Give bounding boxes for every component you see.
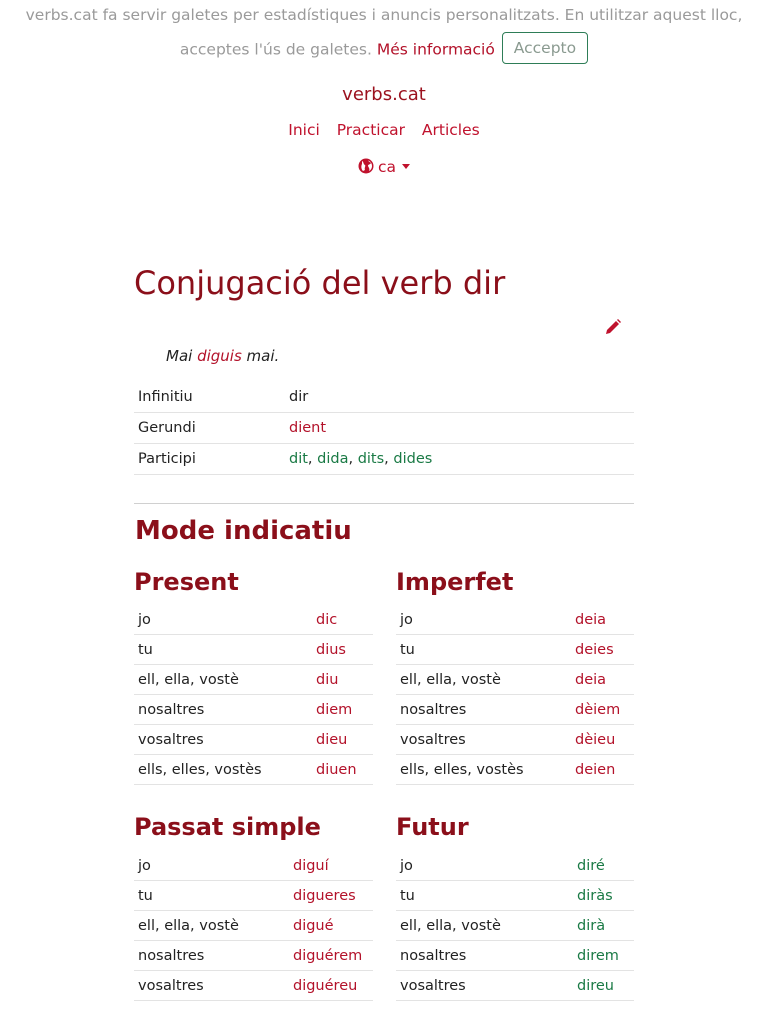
person-label: vosaltres	[134, 725, 312, 755]
conjugated-form: deia	[571, 665, 634, 695]
example-quote	[166, 347, 279, 365]
table-row	[396, 911, 634, 941]
person-label: vosaltres	[396, 971, 573, 1001]
form-label: Infinitiu	[134, 382, 285, 413]
conjugated-form: diu	[312, 665, 373, 695]
person-label: vosaltres	[134, 971, 289, 1001]
main-nav	[0, 121, 768, 139]
conjugated-form: deien	[571, 755, 634, 785]
person-label: tu	[134, 881, 289, 911]
table-row	[396, 725, 634, 755]
nav-item-inici[interactable]: Inici	[288, 121, 320, 139]
form-value: dit, dida, dits, dides	[285, 444, 634, 475]
person-label: ell, ella, vostè	[396, 665, 571, 695]
table-row	[134, 881, 373, 911]
table-row	[134, 665, 373, 695]
futur-table	[396, 851, 634, 1001]
form-label: Participi	[134, 444, 285, 475]
conjugated-form: deies	[571, 635, 634, 665]
conjugated-form: diré	[573, 851, 634, 881]
person-label: tu	[396, 635, 571, 665]
more-info-link[interactable]: Més informació	[376, 40, 495, 59]
conjugated-form: direm	[573, 941, 634, 971]
participle-form: dits	[357, 451, 385, 467]
quote-highlight-link[interactable]: diguis	[197, 347, 242, 365]
passat-table	[134, 851, 373, 1001]
table-row	[396, 941, 634, 971]
table-row	[134, 851, 373, 881]
table-row	[134, 635, 373, 665]
person-label: jo	[134, 851, 289, 881]
language-label: ca	[377, 158, 397, 176]
table-row	[134, 725, 373, 755]
site-brand-link[interactable]: verbs.cat	[342, 84, 426, 105]
person-label: jo	[396, 851, 573, 881]
person-label: ell, ella, vostè	[134, 665, 312, 695]
conjugated-form: dèiem	[571, 695, 634, 725]
pencil-icon[interactable]	[604, 318, 622, 340]
person-label: tu	[134, 635, 312, 665]
participle-form: dit	[289, 451, 308, 467]
conjugated-form: direu	[573, 971, 634, 1001]
chevron-down-icon	[402, 164, 410, 169]
conjugated-form: dius	[312, 635, 373, 665]
present-table	[134, 605, 373, 785]
table-row	[396, 605, 634, 635]
table-row	[134, 941, 373, 971]
imperfet-table	[396, 605, 634, 785]
person-label: jo	[134, 605, 312, 635]
conjugated-form: diem	[312, 695, 373, 725]
table-row	[396, 851, 634, 881]
person-label: nosaltres	[134, 695, 312, 725]
table-row	[134, 911, 373, 941]
tense-heading-imperfet: Imperfet	[396, 568, 514, 596]
conjugated-form: digué	[289, 911, 373, 941]
conjugated-form: dirà	[573, 911, 634, 941]
table-row	[396, 971, 634, 1001]
cookie-text: verbs.cat fa servir galetes per estadístiques i anuncis personalitzats. En utilitzar aquest lloc,	[25, 6, 743, 24]
verb-forms-table	[134, 382, 634, 475]
mode-heading: Mode indicatiu	[135, 516, 352, 546]
table-row	[396, 665, 634, 695]
conjugated-form: diguéreu	[289, 971, 373, 1001]
globe-icon	[358, 158, 374, 178]
table-row	[396, 881, 634, 911]
person-label: nosaltres	[396, 941, 573, 971]
person-label: jo	[396, 605, 571, 635]
form-label: Gerundi	[134, 413, 285, 444]
quote-text-after: mai.	[241, 347, 280, 365]
conjugated-form: diguí	[289, 851, 373, 881]
conjugated-form: digueres	[289, 881, 373, 911]
form-value: dir	[285, 382, 634, 413]
table-row	[134, 971, 373, 1001]
table-row	[134, 605, 373, 635]
page-title: Conjugació del verb dir	[134, 264, 506, 302]
person-label: tu	[396, 881, 573, 911]
accept-cookies-button[interactable]: Accepto	[502, 32, 588, 64]
table-row	[396, 755, 634, 785]
conjugated-form: diuen	[312, 755, 373, 785]
nav-item-practicar[interactable]: Practicar	[336, 121, 405, 139]
person-label: ells, elles, vostès	[134, 755, 312, 785]
table-row	[396, 635, 634, 665]
nav-item-articles[interactable]: Articles	[421, 121, 480, 139]
cookie-text-line2	[0, 34, 768, 66]
conjugated-form: diràs	[573, 881, 634, 911]
person-label: vosaltres	[396, 725, 571, 755]
participle-form: dides	[393, 451, 433, 467]
quote-text-before: Mai	[166, 347, 198, 365]
conjugated-form: dic	[312, 605, 373, 635]
table-row	[396, 695, 634, 725]
table-row	[134, 413, 634, 444]
tense-heading-futur: Futur	[396, 813, 469, 841]
tense-heading-present: Present	[134, 568, 239, 596]
conjugated-form: deia	[571, 605, 634, 635]
form-value: dient	[285, 413, 634, 444]
person-label: nosaltres	[134, 941, 289, 971]
person-label: ell, ella, vostè	[396, 911, 573, 941]
language-selector[interactable]	[0, 158, 768, 178]
table-row	[134, 755, 373, 785]
person-label: ell, ella, vostè	[134, 911, 289, 941]
tense-heading-passat: Passat simple	[134, 813, 321, 841]
table-row	[134, 444, 634, 475]
conjugated-form: diguérem	[289, 941, 373, 971]
divider	[134, 503, 634, 504]
table-row	[134, 382, 634, 413]
person-label: ells, elles, vostès	[396, 755, 571, 785]
conjugated-form: dieu	[312, 725, 373, 755]
cookie-text-end: acceptes l'ús de galetes.	[179, 40, 372, 59]
table-row	[134, 695, 373, 725]
person-label: nosaltres	[396, 695, 571, 725]
conjugated-form: dèieu	[571, 725, 634, 755]
participle-form: dida	[317, 451, 349, 467]
